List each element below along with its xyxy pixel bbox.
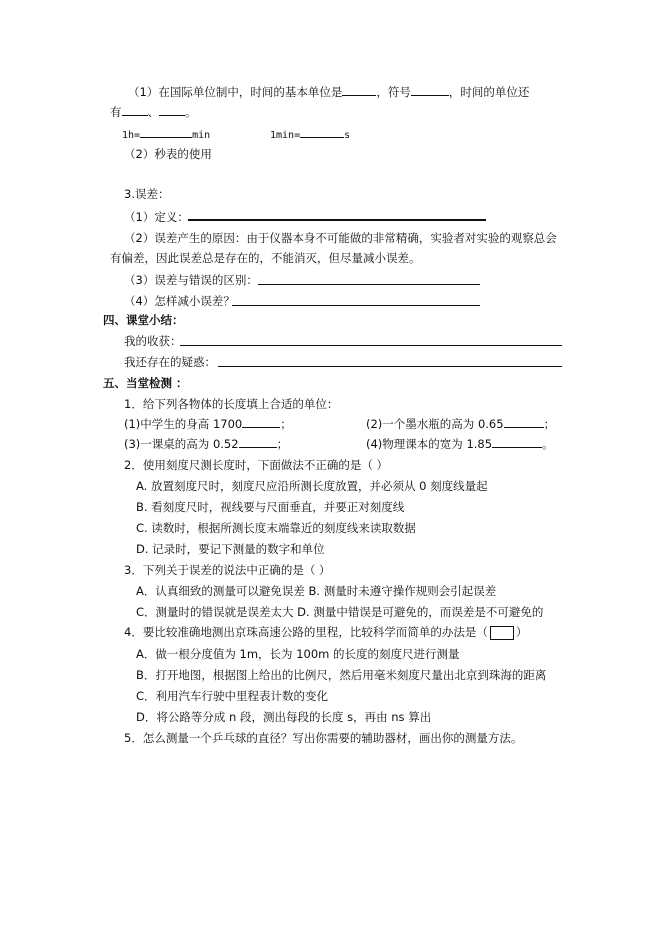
q4-option-d: D．将公路等分成 n 段，测出每段的长度 s，再由 ns 算出: [136, 710, 432, 724]
text: (1)中学生的身高 1700: [124, 417, 243, 431]
text: 有: [110, 105, 122, 119]
blank: [300, 126, 344, 138]
text: s: [344, 130, 351, 141]
answer-box: [490, 626, 514, 640]
error-definition-label: （1）定义：: [124, 210, 189, 224]
answer-line: [232, 305, 480, 306]
error-title: 3.误差：: [124, 187, 170, 201]
text: (3)一课桌的高为 0.52: [124, 437, 239, 451]
q1-item-4: [366, 436, 554, 452]
q4-stem: [124, 624, 527, 640]
text: ；: [280, 417, 292, 431]
doubt-label: 我还存在的疑惑：: [124, 355, 216, 369]
text: ，符号: [376, 85, 411, 99]
conversion-hour: [122, 126, 210, 144]
q1-item-2: [366, 416, 555, 432]
q3-options-cd: C．测量时的错误就是误差太大 D. 测量中错误是可避免的，而误差是不可避免的: [136, 605, 544, 619]
q2-stem: 2．使用刻度尺测长度时，下面做法不正确的是（ ）: [124, 458, 388, 472]
blank: [239, 436, 277, 448]
blank: [342, 84, 376, 96]
q4-option-c: C．利用汽车行驶中里程表计数的变化: [136, 689, 329, 703]
answer-line: [258, 284, 480, 285]
q5-stem: 5．怎么测量一个乒乓球的直径？写出你需要的辅助器材，画出你的测量方法。: [124, 731, 523, 745]
q2-option-d: D. 记录时，要记下测量的数字和单位: [136, 542, 325, 556]
text: 1min=: [270, 130, 301, 141]
text: 、: [147, 105, 159, 119]
text: ，时间的单位还: [448, 85, 530, 99]
summary-heading: 四、课堂小结：: [103, 313, 184, 327]
text: 1h=: [122, 130, 141, 141]
question-time-unit-cont: [110, 104, 197, 120]
blank: [242, 416, 280, 428]
q4-option-a: A．做一根分度值为 1m，长为 100m 的长度的刻度尺进行测量: [136, 647, 460, 661]
blank: [122, 104, 148, 116]
blank: [140, 126, 192, 138]
blank: [411, 84, 449, 96]
blank: [492, 436, 542, 448]
conversion-minute: [270, 126, 350, 144]
question-time-unit: [128, 84, 529, 100]
reduce-error-label: （4）怎样减小误差？: [124, 294, 235, 308]
q2-option-a: A. 放置刻度尺时，刻度尺应沿所测长度放置，并必须从 0 刻度线量起: [136, 479, 488, 493]
text: (2)一个墨水瓶的高为 0.65: [366, 417, 504, 431]
error-cause-line1: （2）误差产生的原因：由于仪器本身不可能做的非常精确，实验者对实验的观察总会: [124, 231, 557, 245]
q3-options-ab: A．认真细致的测量可以避免误差 B. 测量时未遵守操作规则会引起误差: [136, 584, 497, 598]
q1-item-3: [124, 436, 288, 452]
q3-stem: 3．下列关于误差的说法中正确的是（ ）: [124, 563, 331, 577]
blank: [504, 416, 544, 428]
text: ；: [276, 437, 289, 451]
gain-label: 我的收获：: [124, 334, 182, 348]
q1-stem: 1．给下列各物体的长度填上合适的单位：: [124, 397, 339, 411]
test-heading: 五、当堂检测 ：: [103, 376, 188, 390]
text: 。: [185, 105, 197, 119]
q4-option-b: B．打开地图，根据图上给出的比例尺，然后用毫米刻度尺量出北京到珠海的距离: [136, 668, 547, 682]
text: （1）在国际单位制中，时间的基本单位是: [128, 85, 343, 99]
answer-line: [188, 219, 486, 221]
text: (4)物理课本的宽为 1.85: [366, 437, 493, 451]
q2-option-b: B. 看刻度尺时，视线要与尺面垂直，并要正对刻度线: [136, 500, 405, 514]
q2-option-c: C. 读数时，根据所测长度末端靠近的刻度线来读取数据: [136, 521, 416, 535]
text: min: [192, 130, 211, 141]
blank: [159, 104, 185, 116]
error-cause-line2: 有偏差，因此误差总是存在的，不能消灭，但尽量减小误差。: [110, 251, 421, 265]
answer-line: [180, 345, 562, 346]
text: ；: [543, 417, 556, 431]
text: 。: [542, 437, 554, 451]
stopwatch-usage: （2）秒表的使用: [124, 147, 212, 161]
answer-line: [218, 366, 562, 367]
error-vs-mistake-label: （3）误差与错误的区别：: [124, 273, 258, 287]
text: ）: [515, 625, 528, 639]
q1-item-1: [124, 416, 292, 432]
text: 4．要比较准确地测出京珠高速公路的里程，比较科学而简单的办法是（: [124, 625, 488, 639]
